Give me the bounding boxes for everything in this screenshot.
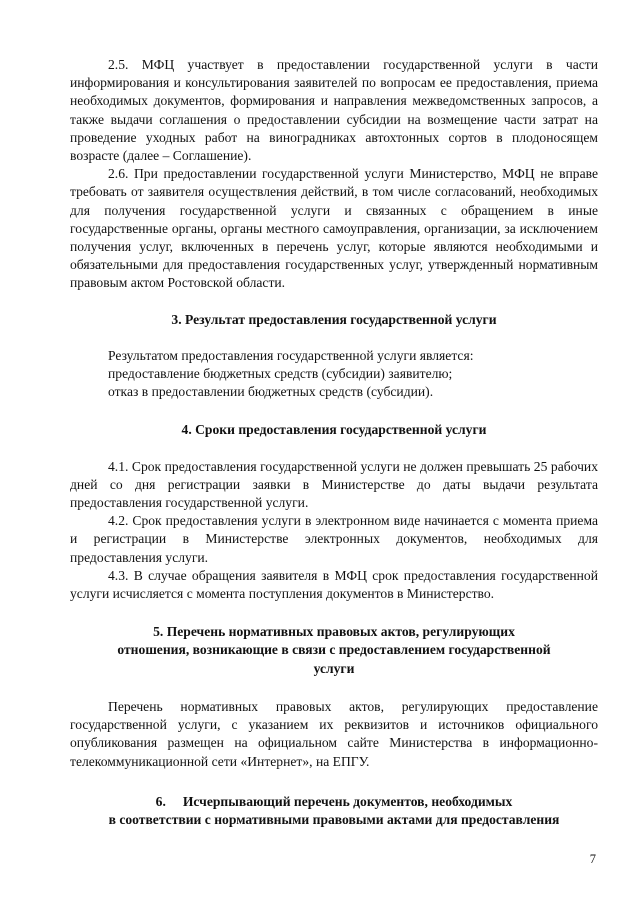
section-6-heading	[70, 793, 598, 829]
section-5-heading-line-3: услуги	[313, 660, 355, 676]
paragraph-2-5: 2.5. МФЦ участвует в предоставлении государственной услуги в части информирования и консультирования заявителей по вопросам ее предоставления, приема необходимых документов, формирования и направления межведомственных запросов, а также выдачи соглашения о предоставлении субсидии на возмещение части затрат на проведение уходных работ на виноградниках автохтонных сортов в плодоносящем возрасте (далее – Соглашение).	[70, 57, 598, 164]
section-4-heading: 4. Сроки предоставления государственной услуги	[181, 422, 487, 438]
paragraph-4-3: 4.3. В случае обращения заявителя в МФЦ срок предоставления государственной услуги исчисляется с момента поступления документов в Министерство.	[70, 567, 598, 602]
section-3-result-list	[70, 347, 598, 402]
section-6-heading-line-1: 6. Исчерпывающий перечень документов, необходимых	[155, 793, 513, 809]
section-5-heading-line-2: отношения, возникающие в связи с предоставлением государственной	[117, 642, 551, 658]
paragraph-2-6: 2.6. При предоставлении государственной услуги Министерство, МФЦ не вправе требовать от заявителя осуществления действий, в том числе согласований, необходимых для получения государственной услуги и связанных с обращением в иные государственные органы, органы местного самоуправления, организации, за исключением получения услуг, включенных в перечень услуг, которые являются необходимыми и обязательными для предоставления государственных услуг, утвержденный нормативным правовым актом Ростовской области.	[70, 166, 598, 291]
section-5-heading-line-1: 5. Перечень нормативных правовых актов, регулирующих	[153, 624, 515, 640]
result-refusal-line: отказ в предоставлении бюджетных средств (субсидии).	[108, 384, 434, 400]
section-5-heading	[70, 623, 598, 678]
page-number: 7	[589, 852, 596, 866]
paragraph-5: Перечень нормативных правовых актов, регулирующих предоставление государственной услуги, с указанием их реквизитов и источников официального опубликования размещен на официальном сайте Министерства в информационно-телекоммуникационной сети «Интернет», на ЕПГУ.	[70, 698, 598, 769]
document-page	[70, 56, 598, 829]
paragraph-4-2: 4.2. Срок предоставления услуги в электронном виде начинается с момента приема и регистрации в Министерстве электронных документов, необходимых для предоставления услуги.	[70, 513, 598, 565]
result-intro-line: Результатом предоставления государственной услуги является:	[108, 347, 474, 363]
section-6-heading-line-2: в соответствии с нормативными правовыми актами для предоставления	[108, 811, 560, 827]
section-3-heading: 3. Результат предоставления государственной услуги	[171, 311, 497, 327]
paragraph-4-1: 4.1. Срок предоставления государственной услуги не должен превышать 25 рабочих дней со дня регистрации заявки в Министерстве до даты выдачи результата предоставления государственной услуги.	[70, 458, 598, 511]
result-grant-line: предоставление бюджетных средств (субсидии) заявителю;	[108, 366, 453, 382]
